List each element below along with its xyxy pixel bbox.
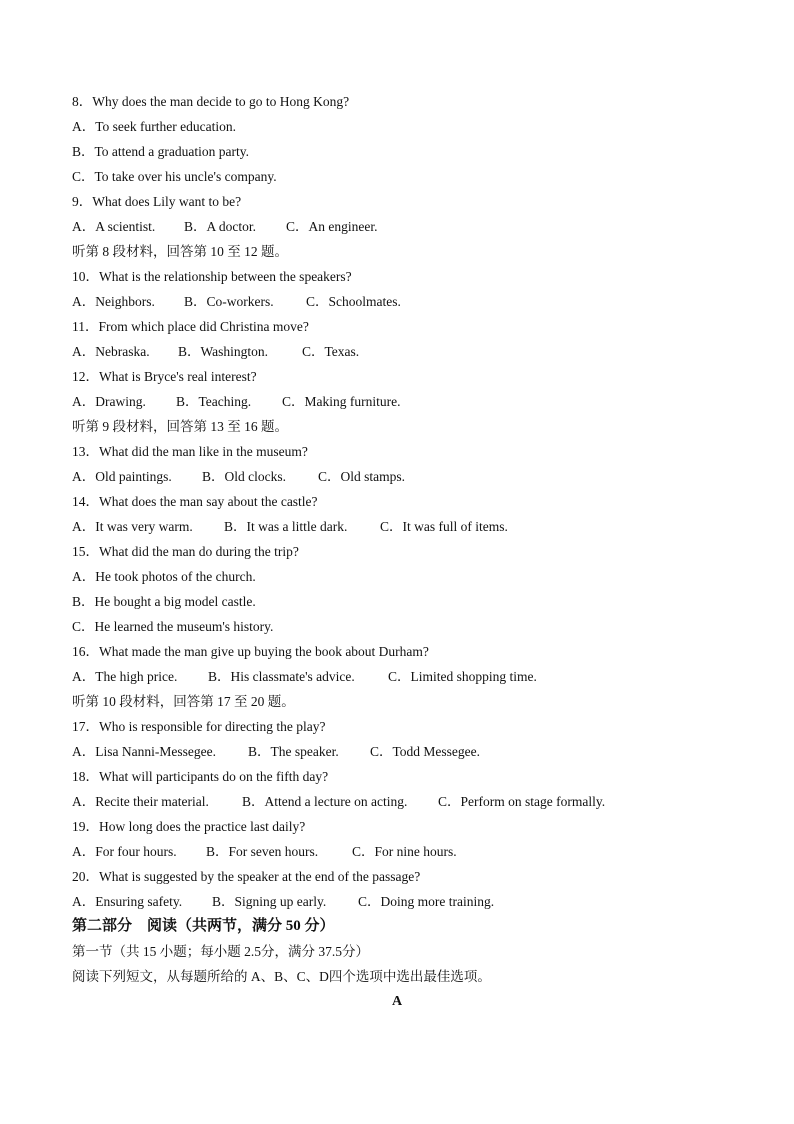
- line-text: 15．What did the man do during the trip?: [72, 544, 299, 559]
- line-text: 11．From which place did Christina move?: [72, 319, 309, 334]
- option-line: [72, 169, 277, 185]
- line-text: C．To take over his uncle's company.: [72, 169, 277, 184]
- answer-option: B．Co-workers.: [184, 294, 274, 309]
- answer-option: C．Old stamps.: [318, 469, 406, 484]
- question-text: [72, 369, 257, 385]
- section-heading: [72, 918, 335, 934]
- question-text: [72, 869, 420, 885]
- line-text: 12．What is Bryce's real interest?: [72, 369, 257, 384]
- answer-option: C．Making furniture.: [282, 394, 401, 409]
- answer-option: B．Attend a lecture on acting.: [242, 794, 408, 809]
- line-text: 14．What does the man say about the castle?: [72, 494, 318, 509]
- answer-option: A．A scientist.: [72, 219, 156, 234]
- instruction-line: [72, 244, 288, 260]
- instruction-line: [72, 694, 295, 710]
- question-text: [72, 269, 352, 285]
- instruction-line: [72, 944, 369, 960]
- answer-option: C．Todd Messegee.: [370, 744, 481, 759]
- answer-option: B．Teaching.: [176, 394, 252, 409]
- instruction-line: [72, 969, 491, 985]
- question-text: [72, 494, 318, 510]
- passage-label: [0, 994, 794, 1010]
- answer-option: C．Limited shopping time.: [388, 669, 537, 684]
- question-text: [72, 194, 241, 210]
- instruction-line: [72, 419, 288, 435]
- answer-option: A．It was very warm.: [72, 519, 193, 534]
- answer-option: A．Recite their material.: [72, 794, 209, 809]
- answer-option: A．Drawing.: [72, 394, 146, 409]
- answer-option: A．For four hours.: [72, 844, 177, 859]
- option-line: [72, 594, 256, 610]
- line-text: B．He bought a big model castle.: [72, 594, 256, 609]
- line-text: 20．What is suggested by the speaker at the end of the passage?: [72, 869, 421, 884]
- answer-option: C．It was full of items.: [380, 519, 508, 534]
- option-line: [72, 144, 249, 160]
- question-text: [72, 444, 308, 460]
- question-text: [72, 719, 325, 735]
- line-text: 听第 9 段材料，回答第 13 至 16 题。: [72, 419, 288, 434]
- answer-option: A．Nebraska.: [72, 344, 150, 359]
- line-text: 第二部分 阅读（共两节，满分 50 分）: [72, 918, 335, 934]
- answer-option: A．Neighbors.: [72, 294, 155, 309]
- line-text: 第一节（共 15 小题；每小题 2.5分，满分 37.5分）: [72, 944, 369, 959]
- line-text: A．He took photos of the church.: [72, 569, 256, 584]
- answer-option: C．Perform on stage formally.: [438, 794, 606, 809]
- line-text: 19．How long does the practice last daily?: [72, 819, 306, 834]
- line-text: A．To seek further education.: [72, 119, 236, 134]
- line-text: 9．What does Lily want to be?: [72, 194, 242, 209]
- question-text: [72, 769, 328, 785]
- answer-option: C．Doing more training.: [358, 894, 495, 909]
- answer-option: B．His classmate's advice.: [208, 669, 355, 684]
- answer-option: A．The high price.: [72, 669, 178, 684]
- answer-option: B．Old clocks.: [202, 469, 286, 484]
- option-line: [72, 119, 236, 135]
- answer-option: B．It was a little dark.: [224, 519, 348, 534]
- answer-option: B．The speaker.: [248, 744, 339, 759]
- line-text: 阅读下列短文，从每题所给的 A、B、C、D四个选项中选出最佳选项。: [72, 969, 491, 984]
- answer-option: A．Lisa Nanni-Messegee.: [72, 744, 216, 759]
- answer-option: C．For nine hours.: [352, 844, 457, 859]
- line-text: 10．What is the relationship between the speakers?: [72, 269, 352, 284]
- line-text: B．To attend a graduation party.: [72, 144, 250, 159]
- question-text: [72, 94, 349, 110]
- question-text: [72, 819, 305, 835]
- line-text: C．He learned the museum's history.: [72, 619, 274, 634]
- line-text: 8．Why does the man decide to go to Hong Kong?: [72, 94, 350, 109]
- line-text: 17．Who is responsible for directing the play?: [72, 719, 326, 734]
- line-text: A: [391, 994, 403, 1009]
- answer-option: B．Washington.: [178, 344, 269, 359]
- answer-option: C．An engineer.: [286, 219, 378, 234]
- option-line: [72, 619, 273, 635]
- answer-option: C．Texas.: [302, 344, 360, 359]
- question-text: [72, 544, 299, 560]
- question-text: [72, 319, 309, 335]
- answer-option: C．Schoolmates.: [306, 294, 401, 309]
- line-text: 18．What will participants do on the fifth day?: [72, 769, 329, 784]
- option-line: [72, 569, 256, 585]
- question-text: [72, 644, 429, 660]
- line-text: 16．What made the man give up buying the book about Durham?: [72, 644, 429, 659]
- line-text: 13．What did the man like in the museum?: [72, 444, 308, 459]
- line-text: 听第 8 段材料，回答第 10 至 12 题。: [72, 244, 288, 259]
- answer-option: B．For seven hours.: [206, 844, 319, 859]
- answer-option: B．Signing up early.: [212, 894, 327, 909]
- answer-option: B．A doctor.: [184, 219, 257, 234]
- answer-option: A．Ensuring safety.: [72, 894, 183, 909]
- line-text: 听第 10 段材料，回答第 17 至 20 题。: [72, 694, 295, 709]
- answer-option: A．Old paintings.: [72, 469, 172, 484]
